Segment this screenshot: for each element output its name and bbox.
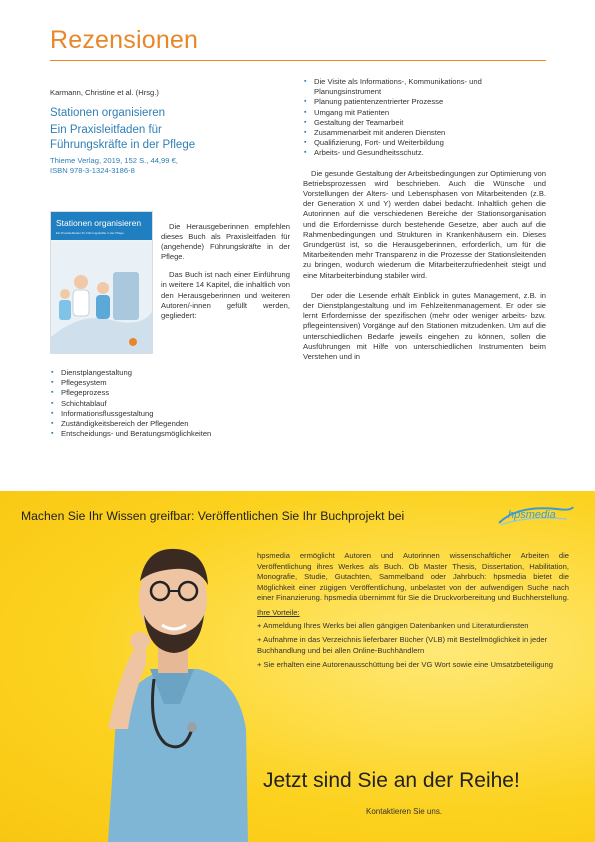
ad-benefit-item: + Aufnahme in das Verzeichnis lieferbarer Bücher (VLB) mit Bestellmöglichkeit in jeder Buchhandlung und bei allen Online-Buchhändlern (257, 635, 548, 655)
chapter-list-right (303, 77, 546, 159)
ad-benefits-title: Ihre Vorteile: (257, 607, 300, 617)
book-isbn: ISBN 978-3-1324-3186-8 (50, 166, 135, 176)
title-divider (50, 60, 546, 61)
book-subtitle-line1: Ein Praxisleitfaden für (50, 124, 162, 137)
book-publisher: Thieme Verlag, 2019, 152 S., 44,99 €, (50, 156, 178, 166)
list-item: ▪ Schichtablauf (50, 399, 290, 409)
list-item: ▪ Die Visite als Informations-, Kommunikations- und Planungsinstrument (303, 77, 546, 97)
ad-headline: Machen Sie Ihr Wissen greifbar: Veröffentlichen Sie Ihr Buchprojekt bei (21, 509, 405, 523)
page-title: Rezensionen (50, 26, 199, 54)
doctor-photo (88, 529, 258, 842)
list-item: ▪ Entscheidungs- und Beratungsmöglichkeiten (50, 429, 290, 439)
book-cover-image (50, 211, 153, 354)
cover-subtitle: Ein Praxisleitfaden für Führungskräfte in der Pflege (56, 231, 124, 235)
list-item: ▪ Pflegeprozess (50, 388, 290, 398)
list-item: ▪ Planung patientenzentrierter Prozesse (303, 97, 546, 107)
book-info (50, 88, 290, 176)
book-subtitle-line2: Führungskräfte in der Pflege (50, 139, 196, 152)
ad-call-to-action: Jetzt sind Sie an der Reihe! (263, 769, 520, 792)
ad-body (257, 551, 569, 675)
ad-contact-link[interactable]: Kontaktieren Sie uns. (366, 807, 443, 816)
logo-text: hpsmedia (508, 509, 556, 521)
chapter-list-left (50, 368, 290, 439)
advertisement-banner (0, 491, 595, 842)
ad-benefit-item: + Sie erhalten eine Autorenausschüttung bei der VG Wort sowie eine Umsatzbeteiligung (257, 660, 553, 670)
list-item: ▪ Informationsflussgestaltung (50, 409, 290, 419)
ad-description: hpsmedia ermöglicht Autoren und Autorinnen wissenschaftlicher Arbeiten die Veröffentlichung ihres Werkes als Buch. Ob Master Thesis, Dissertation, Habilitation, Monografie, Studie, Gutachten, Sammelband oder Jahrbuch: hpsmedia bietet die Möglichkeit einer zügigen Veröffentlichung, unbelastet von der aufwendigen Suche nach einer Finanzierung. hpsmedia übernimmt für Sie die Druckvorbereitung und Buchherstellung. (257, 551, 569, 603)
book-authors: Karmann, Christine et al. (Hrsg.) (50, 88, 159, 97)
list-item: ▪ Qualifizierung, Fort- und Weiterbildung (303, 138, 546, 148)
list-item: ▪ Pflegesystem (50, 378, 290, 388)
book-title: Stationen organisieren (50, 107, 166, 120)
list-item: ▪ Gestaltung der Teamarbeit (303, 118, 546, 128)
list-item: ▪ Dienstplangestaltung (50, 368, 290, 378)
list-item: ▪ Umgang mit Patienten (303, 108, 546, 118)
list-item: ▪ Zuständigkeitsbereich der Pflegenden (50, 419, 290, 429)
cover-illustration (51, 242, 152, 353)
review-intro (161, 222, 290, 329)
ad-benefit-item: + Anmeldung Ihres Werks bei allen gängigen Datenbanken und Literaturdiensten (257, 620, 529, 630)
review-paragraph-4: Der oder die Lesende erhält Einblick in gutes Management, z.B. in der Dienstplangestaltung und im Fehlzeitenmanagement. Er oder sie lernt Erfordernisse der spezifischen (mehr oder weniger arbeits- bzw. pflegeintensiven) Vorgänge auf den Stationen mitzudenken. Um auf die unterschiedlichen Bedarfe jeweils eingehen zu können, sollen die Ausführungen mit Hilfe von unterschiedlichen Instrumenten beim Verstehen und in (303, 290, 546, 362)
review-paragraph-3: Die gesunde Gestaltung der Arbeitsbedingungen zur Optimierung von Betriebsprozessen wird beschrieben. Auch die Wünsche und Vorstellungen der Alters- und Lebensphasen von Mitarbeitenden (z.B. der Generation X und Y) werden dabei bedacht. Inhaltlich gehen die Autorinnen auf die verschiedenen Bereiche der Stationsorganisation und die Erfordernisse durch bestehende Gesetze, aber auch auf die Rahmenbedingungen und Strukturen in Krankenhäusern ein. Dieses Grundgerüst ist, so die Herausgeberinnen, erforderlich, um für die Mitarbeitenden mehr Transparenz in die Prozesse der Stationsleitenden zu bringen, wodurch wiederum die Mitarbeiterzufriedenheit steigt und eine Mitarbeiterbindung stabiler wird. (303, 168, 546, 280)
hpsmedia-logo[interactable] (497, 503, 575, 527)
review-paragraph-2: Das Buch ist nach einer Einführung in weitere 14 Kapitel, die inhaltlich von den Herausgeberinnen und weiteren Autoren/-innen gefüllt werden, gegliedert: (161, 270, 290, 320)
book-subtitle (50, 123, 290, 153)
list-item: ▪ Arbeits- und Gesundheitsschutz. (303, 148, 546, 158)
list-item: ▪ Zusammenarbeit mit anderen Diensten (303, 128, 546, 138)
cover-title: Stationen organisieren (56, 218, 142, 228)
review-paragraph-1: Die Herausgeberinnen empfehlen dieses Buch als Praxisleitfaden für (angehende) Führungskräfte in der Pflege. (161, 222, 290, 262)
review-right-column (303, 77, 546, 362)
